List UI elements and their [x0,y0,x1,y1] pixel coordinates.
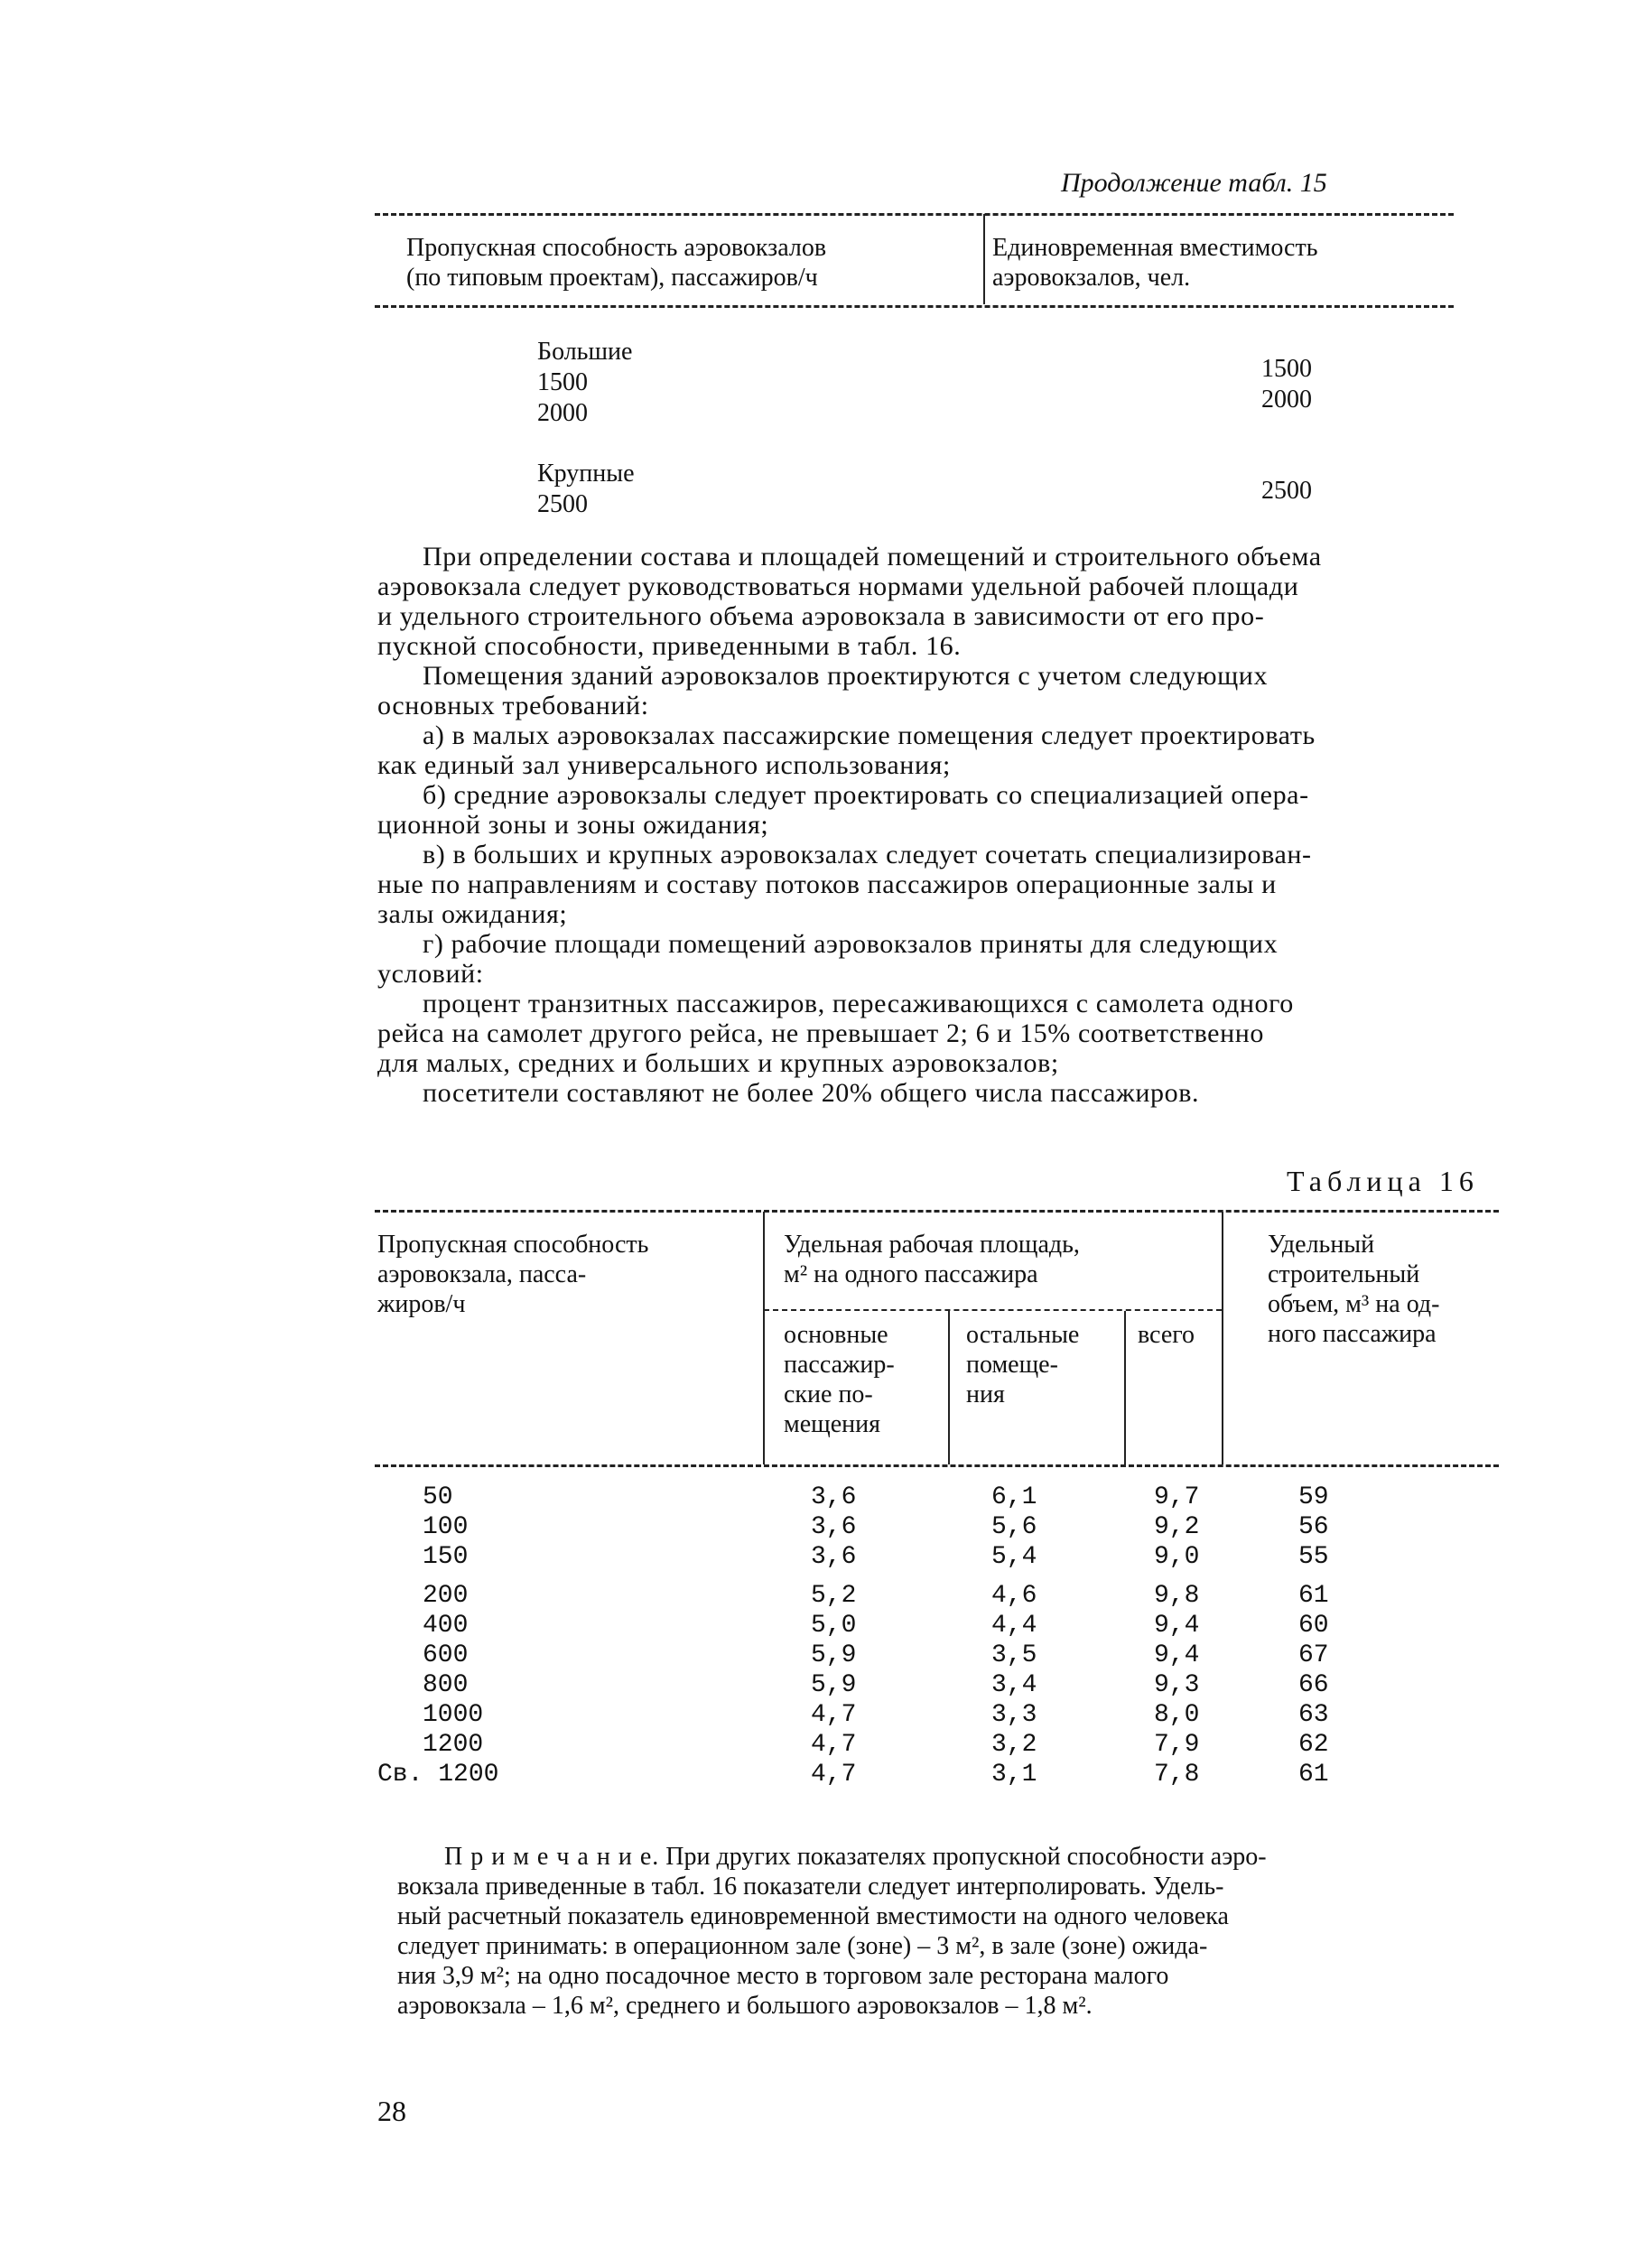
paragraph-line: г) рабочие площади помещений аэровокзалов приняты для следующих [423,929,1279,959]
paragraph-line: основных требований: [377,691,649,720]
paragraph-line: процент транзитных пассажиров, пересаживающихся с самолета одного [423,989,1294,1018]
paragraph-line: Помещения зданий аэровокзалов проектируются с учетом следующих [423,661,1269,691]
table16-header-line: основные [784,1321,888,1349]
cell-other-rooms: 3,3 [991,1701,1037,1729]
cell-main-rooms: 5,9 [811,1641,857,1669]
table15-header-capacity-people [992,233,1317,293]
paragraph [377,542,1517,661]
table16-header-total: всего [1138,1321,1195,1349]
paragraph-line: рейса на самолет другого рейса, не превышает 2; 6 и 15% соответственно [377,1018,1265,1048]
table16-header-line: мещения [784,1410,880,1438]
paragraph [377,780,1517,840]
cell-other-rooms: 4,4 [991,1612,1037,1640]
table16-header-line: остальные [966,1321,1080,1349]
note-line [397,1842,1544,1872]
page-number: 28 [377,2095,406,2127]
body-text [377,542,1517,1108]
table16-header-line: жиров/ч [377,1290,466,1318]
cell-total: 8,0 [1154,1701,1200,1729]
table16-note [397,1842,1544,2021]
cell-capacity: 400 [423,1612,469,1640]
table-row [377,1760,1502,1789]
cell-total: 7,8 [1154,1761,1200,1789]
table15-row-cap: 2500 [537,490,588,518]
table16-divider [1222,1212,1223,1464]
table16-header-line: м² на одного пассажира [784,1260,1038,1288]
paragraph [377,929,1517,989]
paragraph [377,720,1517,780]
cell-total: 9,7 [1154,1483,1200,1511]
cell-capacity: Св. 1200 [377,1761,499,1789]
cell-capacity: 50 [423,1483,453,1511]
table-row [377,1641,1502,1670]
table-row [377,1700,1502,1730]
note-line: следует принимать: в операционном зале (зоне) – 3 м², в зале (зоне) ожида- [397,1932,1208,1960]
cell-total: 7,9 [1154,1731,1200,1759]
table16-header-capacity [377,1230,648,1319]
paragraph [377,989,1517,1078]
table16-header-line: помеще- [966,1351,1058,1379]
paragraph-line: в) в больших и крупных аэровокзалах следует сочетать специализирован- [423,840,1312,869]
table-row [377,1512,1502,1542]
cell-capacity: 1200 [423,1731,484,1759]
table-row [377,1730,1502,1760]
table16-header-main-rooms [784,1320,895,1439]
paragraph-line: для малых, средних и больших и крупных аэровокзалов; [377,1048,1059,1078]
paragraph-line: условий: [377,959,484,989]
cell-total: 9,2 [1154,1513,1200,1541]
table16-divider [948,1311,950,1464]
table16-header-volume [1268,1230,1439,1349]
cell-volume: 59 [1298,1483,1329,1511]
note-line: ный расчетный показатель единовременной вместимости на одного человека [397,1902,1229,1930]
table-row [377,1670,1502,1700]
cell-capacity: 100 [423,1513,469,1541]
cell-total: 9,8 [1154,1582,1200,1610]
cell-volume: 67 [1298,1641,1329,1669]
table15-header-capacity-line2: (по типовым проектам), пассажиров/ч [406,264,818,292]
paragraph-line: как единый зал универсального использования; [377,750,951,780]
cell-capacity: 600 [423,1641,469,1669]
table16-header-bottom-rule [375,1464,1499,1467]
paragraph-line: ные по направлениям и составу потоков пассажиров операционные залы и [377,869,1277,899]
cell-main-rooms: 5,0 [811,1612,857,1640]
table16-caption: Таблица 16 [1287,1165,1479,1197]
paragraph-line: При определении состава и площадей помещений и строительного объема [423,542,1322,572]
cell-total: 9,4 [1154,1641,1200,1669]
table15-header-capacity-line1: Пропускная способность аэровокзалов [406,234,827,262]
table-row [377,1611,1502,1641]
paragraph-line: и удельного строительного объема аэровокзала в зависимости от его про- [377,601,1265,631]
cell-main-rooms: 3,6 [811,1513,857,1541]
cell-total: 9,0 [1154,1543,1200,1571]
cell-volume: 56 [1298,1513,1329,1541]
note-line: вокзала приведенные в табл. 16 показатели следует интерполировать. Удель- [397,1873,1224,1901]
table16-header-line: ские по- [784,1380,873,1408]
cell-other-rooms: 3,4 [991,1671,1037,1699]
paragraph-line: аэровокзала следует руководствоваться нормами удельной рабочей площади [377,572,1299,601]
cell-other-rooms: 5,4 [991,1543,1037,1571]
paragraph [377,840,1517,929]
cell-main-rooms: 5,2 [811,1582,857,1610]
table16-header-line: пассажир- [784,1351,895,1379]
cell-capacity: 150 [423,1543,469,1571]
table15-header-people-line2: аэровокзалов, чел. [992,264,1191,292]
cell-total: 9,3 [1154,1671,1200,1699]
cell-capacity: 1000 [423,1701,484,1729]
cell-other-rooms: 4,6 [991,1582,1037,1610]
table15-row-value: 2000 [1261,386,1312,414]
note-line: ния 3,9 м²; на одно посадочное место в торговом зале ресторана малого [397,1962,1169,1990]
table15-header-people-line1: Единовременная вместимость [992,234,1318,262]
table16-header-line: ного пассажира [1268,1320,1437,1348]
cell-capacity: 800 [423,1671,469,1699]
paragraph [377,1078,1517,1108]
table15-continuation-caption: Продолжение табл. 15 [1061,168,1327,198]
cell-main-rooms: 3,6 [811,1543,857,1571]
table15-group-major-label: Крупные [537,460,635,488]
table15-row-cap: 1500 [537,368,588,396]
table16-divider [1124,1311,1126,1464]
table-row [377,1483,1502,1512]
table15-row-value: 1500 [1261,355,1312,383]
note-line-text: При других показателях пропускной способности аэро- [665,1843,1267,1871]
table16-header-line: Удельная рабочая площадь, [784,1231,1080,1259]
cell-capacity: 200 [423,1582,469,1610]
cell-main-rooms: 4,7 [811,1701,857,1729]
table16-header-line: ния [966,1380,1005,1408]
note-line: аэровокзала – 1,6 м², среднего и большого аэровокзалов – 1,8 м². [397,1992,1093,2020]
table15-row-value: 2500 [1261,477,1312,505]
cell-volume: 63 [1298,1701,1329,1729]
table16-top-rule [375,1210,1499,1213]
note-label: П р и м е ч а н и е. [444,1843,660,1871]
paragraph-line: залы ожидания; [377,899,568,929]
table16-subheader-rule [764,1309,1222,1311]
table16-header-area [784,1230,1080,1289]
table16-header-line: строительный [1268,1260,1420,1288]
cell-volume: 62 [1298,1731,1329,1759]
table16-body [377,1483,1502,1789]
table16-header-other-rooms [966,1320,1079,1409]
cell-other-rooms: 6,1 [991,1483,1037,1511]
cell-volume: 61 [1298,1582,1329,1610]
cell-volume: 61 [1298,1761,1329,1789]
table15-group-large-label: Большие [537,338,633,366]
table16-header-line: объем, м³ на од- [1268,1290,1440,1318]
table16-header-line: Пропускная способность [377,1231,649,1259]
paragraph-line: а) в малых аэровокзалах пассажирские помещения следует проектировать [423,720,1316,750]
table15-column-divider [983,214,985,304]
table15-top-rule [375,213,1454,216]
cell-other-rooms: 3,5 [991,1641,1037,1669]
table16-header-line: аэровокзала, пасса- [377,1260,587,1288]
cell-total: 9,4 [1154,1612,1200,1640]
table-row [377,1581,1502,1611]
paragraph-line: посетители составляют не более 20% общего числа пассажиров. [423,1078,1200,1108]
cell-volume: 55 [1298,1543,1329,1571]
cell-main-rooms: 3,6 [811,1483,857,1511]
cell-other-rooms: 3,1 [991,1761,1037,1789]
cell-main-rooms: 4,7 [811,1731,857,1759]
cell-main-rooms: 4,7 [811,1761,857,1789]
table15-row-cap: 2000 [537,399,588,427]
table-row [377,1542,1502,1572]
cell-main-rooms: 5,9 [811,1671,857,1699]
cell-volume: 60 [1298,1612,1329,1640]
paragraph [377,661,1517,720]
table15-header-rule [375,305,1454,308]
cell-other-rooms: 3,2 [991,1731,1037,1759]
cell-volume: 66 [1298,1671,1329,1699]
paragraph-line: б) средние аэровокзалы следует проектировать со специализацией опера- [423,780,1309,810]
paragraph-line: ционной зоны и зоны ожидания; [377,810,769,840]
table15-header-capacity [406,233,826,293]
paragraph-line: пускной способности, приведенными в табл. 16. [377,631,962,661]
table16-divider [763,1212,765,1464]
cell-other-rooms: 5,6 [991,1513,1037,1541]
table16-header-line: Удельный [1268,1231,1375,1259]
